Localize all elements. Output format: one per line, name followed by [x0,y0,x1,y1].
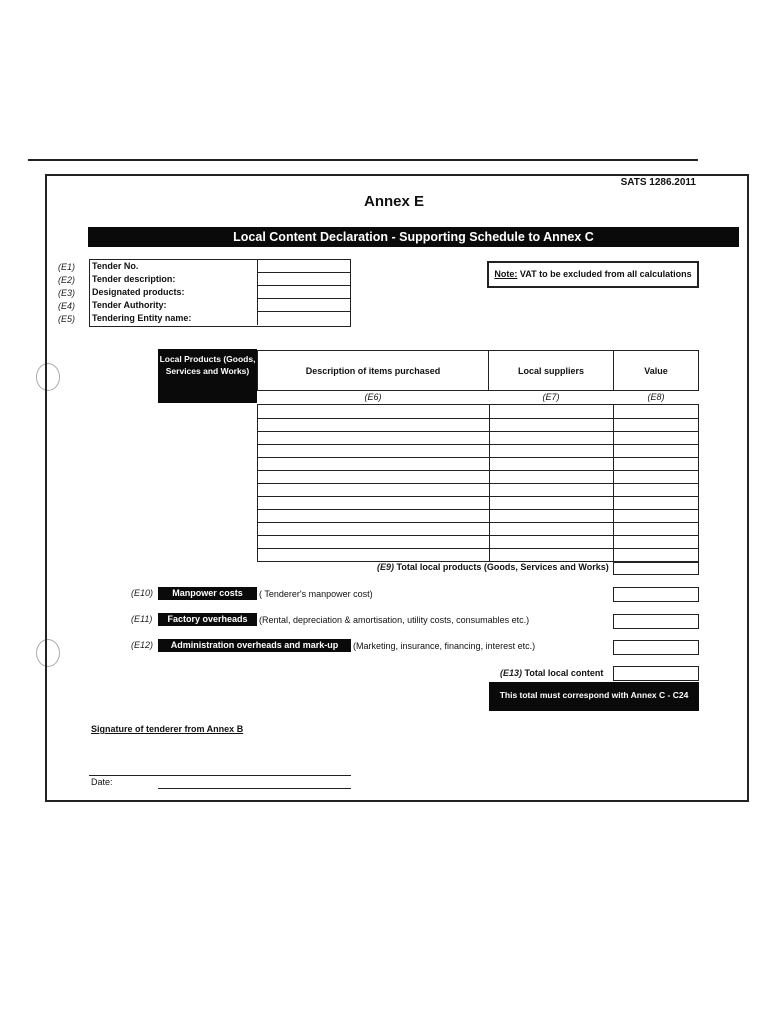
correspondence-note: This total must correspond with Annex C - C24 [489,682,699,711]
tender-description-field[interactable] [257,273,350,286]
code-e13: (E13) [500,668,523,678]
vat-note [487,261,699,288]
grid-row-line [258,509,698,510]
admin-overheads-label: Administration overheads and mark-up [158,639,351,652]
items-grid[interactable] [257,404,699,562]
grid-row-line [258,522,698,523]
total-local-products [377,562,609,572]
grid-row-line [258,470,698,471]
grid-row-line [258,535,698,536]
code-e12: (E12) [131,640,154,650]
manpower-costs-field[interactable] [613,587,699,602]
tender-no-field[interactable] [257,260,350,273]
code-e9: (E9) [377,562,395,572]
total-local-content-field[interactable] [613,666,699,681]
grid-row-line [258,496,698,497]
manpower-costs-label: Manpower costs [158,587,257,600]
tender-authority-field[interactable] [257,299,350,312]
factory-overheads-label: Factory overheads [158,613,257,626]
tender-info-row [90,273,350,286]
tender-description-label: Tender description: [92,274,176,284]
code-e8: (E8) [647,392,665,402]
admin-overheads-desc: (Marketing, insurance, financing, interest etc.) [353,641,536,651]
date-line[interactable] [158,788,351,789]
code-e4: (E4) [58,301,76,311]
total-local-products-field[interactable] [613,562,699,575]
code-e7: (E7) [542,392,560,402]
tendering-entity-label: Tendering Entity name: [92,313,192,323]
signature-label: Signature of tenderer from Annex B [91,724,244,734]
code-e2: (E2) [58,275,76,285]
note-text: VAT to be excluded from all calculations [519,269,692,279]
suppliers-header: Local suppliers [488,350,614,391]
description-header: Description of items purchased [257,350,489,391]
standard-number: SATS 1286.2011 [620,177,696,188]
tender-authority-label: Tender Authority: [92,300,167,310]
designated-products-label: Designated products: [92,287,185,297]
total-local-content-label: Total local content [524,668,604,678]
signature-line[interactable] [89,775,351,776]
total-local-content [500,668,603,678]
grid-row-line [258,431,698,432]
page-title: Annex E [363,193,424,210]
code-e11: (E11) [131,614,153,624]
factory-overheads-field[interactable] [613,614,699,629]
tender-info-row [90,299,350,312]
code-e10: (E10) [131,588,154,598]
tender-no-label: Tender No. [92,261,139,271]
top-rule [28,159,698,161]
tender-info-row [90,260,350,273]
tender-info-row [90,312,350,325]
date-label: Date: [91,777,113,787]
designated-products-field[interactable] [257,286,350,299]
code-e1: (E1) [58,262,76,272]
factory-overheads-desc: (Rental, depreciation & amortisation, utility costs, consumables etc.) [259,615,530,625]
code-e6: (E6) [364,392,382,402]
grid-row-line [258,457,698,458]
grid-row-line [258,418,698,419]
manpower-costs-desc: ( Tenderer's manpower cost) [259,589,373,599]
local-products-label: Local Products (Goods, Services and Works) [158,349,257,403]
tendering-entity-field[interactable] [257,312,350,325]
note-prefix: Note: [494,269,518,279]
grid-row-line [258,548,698,549]
code-e5: (E5) [58,314,76,324]
section-banner: Local Content Declaration - Supporting Schedule to Annex C [88,227,739,247]
code-e3: (E3) [58,288,76,298]
value-header: Value [613,350,699,391]
total-local-products-label: Total local products (Goods, Services and Works) [396,562,609,572]
admin-overheads-field[interactable] [613,640,699,655]
grid-row-line [258,483,698,484]
tender-info-row [90,286,350,299]
tender-info-table [89,259,351,327]
grid-row-line [258,444,698,445]
